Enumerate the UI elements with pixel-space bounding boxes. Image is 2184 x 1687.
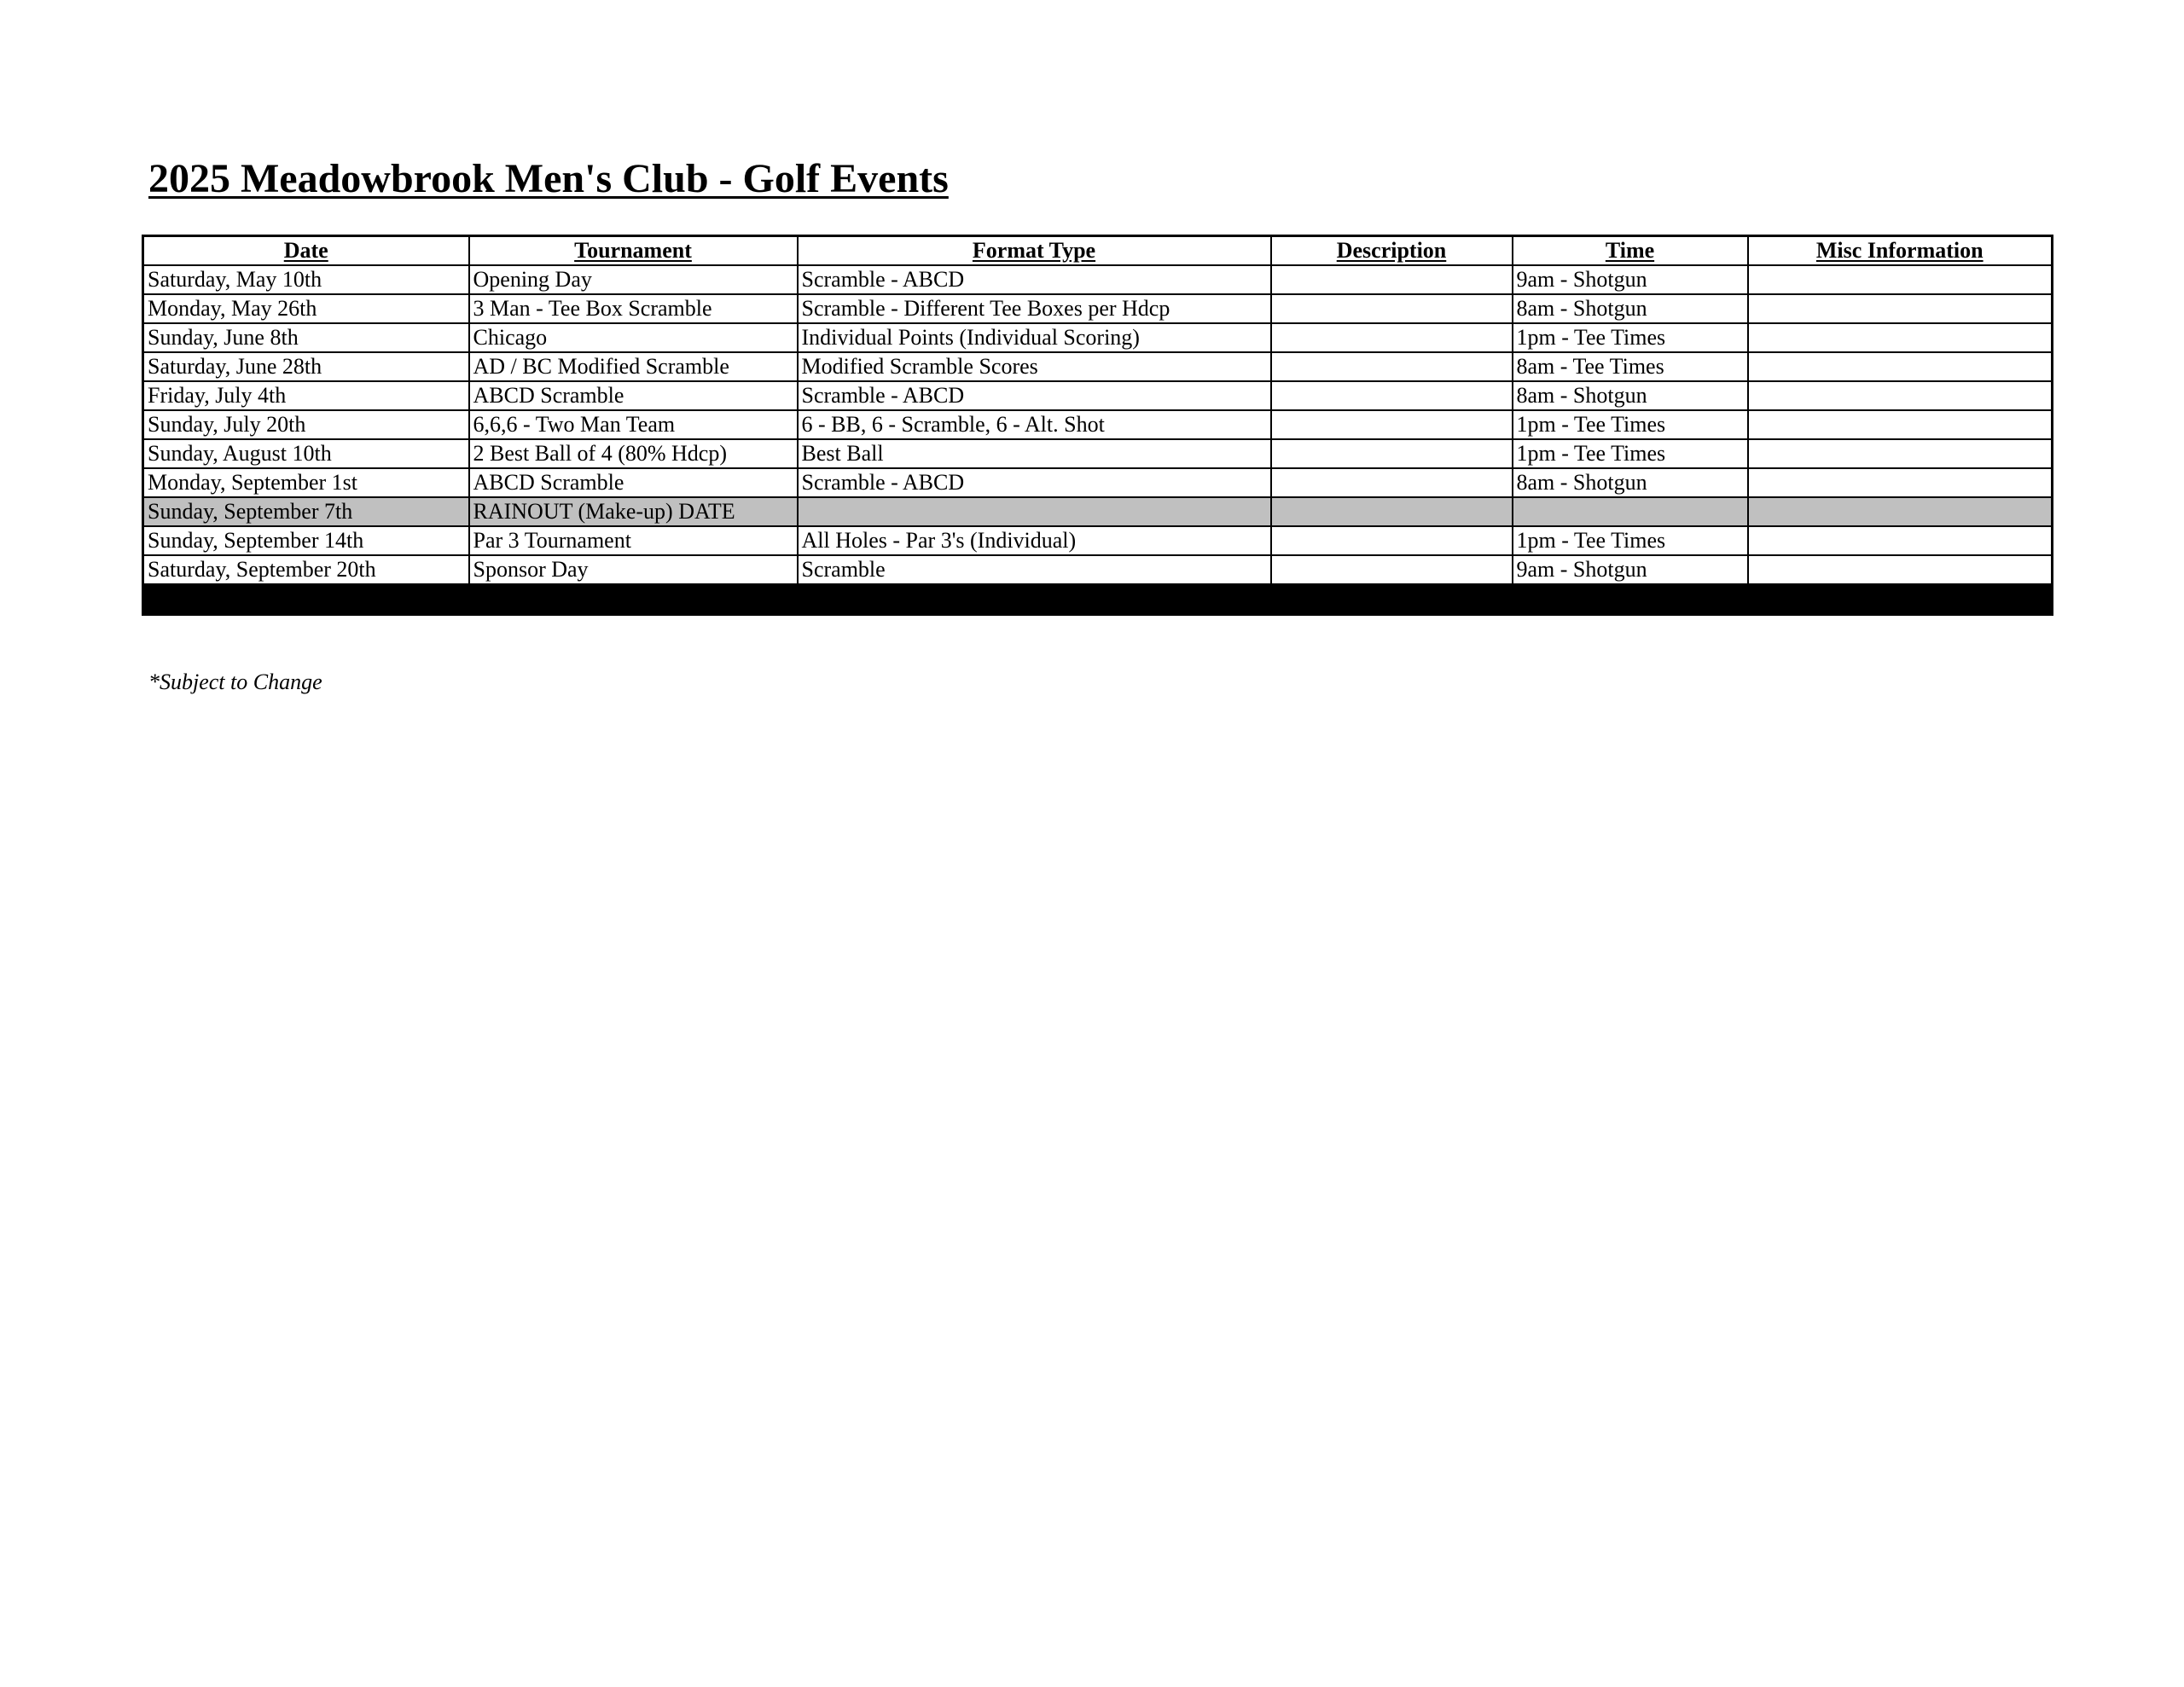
- cell-time: 1pm - Tee Times: [1513, 410, 1748, 439]
- cell-misc-information: [1748, 294, 2053, 323]
- cell-description: [1271, 352, 1513, 381]
- cell-tournament: AD / BC Modified Scramble: [469, 352, 798, 381]
- cell-tournament: RAINOUT (Make-up) DATE: [469, 497, 798, 526]
- cell-format-type: Best Ball: [798, 439, 1271, 468]
- cell-misc-information: [1748, 352, 2053, 381]
- header-description: Description: [1271, 236, 1513, 266]
- table-row: [143, 265, 2053, 294]
- cell-tournament: 6,6,6 - Two Man Team: [469, 410, 798, 439]
- cell-description: [1271, 265, 1513, 294]
- table-footer-bar: [143, 584, 2053, 615]
- cell-tournament: 2 Best Ball of 4 (80% Hdcp): [469, 439, 798, 468]
- cell-tournament: 3 Man - Tee Box Scramble: [469, 294, 798, 323]
- header-misc-information: Misc Information: [1748, 236, 2053, 266]
- cell-misc-information: [1748, 381, 2053, 410]
- table-row: [143, 294, 2053, 323]
- cell-tournament: Par 3 Tournament: [469, 526, 798, 555]
- cell-format-type: Scramble - ABCD: [798, 468, 1271, 497]
- table-row: [143, 381, 2053, 410]
- cell-time: 1pm - Tee Times: [1513, 526, 1748, 555]
- cell-date: Sunday, September 7th: [143, 497, 469, 526]
- cell-date: Saturday, June 28th: [143, 352, 469, 381]
- cell-misc-information: [1748, 265, 2053, 294]
- cell-misc-information: [1748, 526, 2053, 555]
- cell-tournament: Chicago: [469, 323, 798, 352]
- cell-misc-information: [1748, 555, 2053, 584]
- table-row: [143, 352, 2053, 381]
- cell-time: 1pm - Tee Times: [1513, 439, 1748, 468]
- cell-misc-information: [1748, 410, 2053, 439]
- cell-format-type: Scramble - ABCD: [798, 381, 1271, 410]
- footer-bar-cell: [143, 584, 2053, 615]
- table-header-row: [143, 236, 2053, 266]
- cell-time: 8am - Shotgun: [1513, 294, 1748, 323]
- cell-time: 9am - Shotgun: [1513, 555, 1748, 584]
- footnote: *Subject to Change: [148, 670, 322, 694]
- cell-tournament: ABCD Scramble: [469, 468, 798, 497]
- cell-date: Monday, May 26th: [143, 294, 469, 323]
- cell-time: 1pm - Tee Times: [1513, 323, 1748, 352]
- table-row: [143, 526, 2053, 555]
- cell-description: [1271, 381, 1513, 410]
- table-row: [143, 555, 2053, 584]
- header-time: Time: [1513, 236, 1748, 266]
- cell-description: [1271, 323, 1513, 352]
- cell-date: Saturday, September 20th: [143, 555, 469, 584]
- cell-date: Saturday, May 10th: [143, 265, 469, 294]
- cell-format-type: Scramble - Different Tee Boxes per Hdcp: [798, 294, 1271, 323]
- cell-date: Sunday, September 14th: [143, 526, 469, 555]
- cell-format-type: Modified Scramble Scores: [798, 352, 1271, 381]
- header-date: Date: [143, 236, 469, 266]
- cell-format-type: All Holes - Par 3's (Individual): [798, 526, 1271, 555]
- cell-format-type: 6 - BB, 6 - Scramble, 6 - Alt. Shot: [798, 410, 1271, 439]
- cell-time: [1513, 497, 1748, 526]
- cell-time: 8am - Shotgun: [1513, 468, 1748, 497]
- cell-tournament: Sponsor Day: [469, 555, 798, 584]
- header-tournament: Tournament: [469, 236, 798, 266]
- table-row: [143, 410, 2053, 439]
- cell-time: 8am - Tee Times: [1513, 352, 1748, 381]
- cell-description: [1271, 439, 1513, 468]
- cell-date: Sunday, August 10th: [143, 439, 469, 468]
- cell-description: [1271, 555, 1513, 584]
- cell-description: [1271, 410, 1513, 439]
- cell-misc-information: [1748, 323, 2053, 352]
- cell-misc-information: [1748, 468, 2053, 497]
- cell-tournament: ABCD Scramble: [469, 381, 798, 410]
- cell-description: [1271, 294, 1513, 323]
- cell-tournament: Opening Day: [469, 265, 798, 294]
- cell-misc-information: [1748, 439, 2053, 468]
- cell-format-type: Scramble - ABCD: [798, 265, 1271, 294]
- cell-date: Monday, September 1st: [143, 468, 469, 497]
- cell-format-type: [798, 497, 1271, 526]
- cell-time: 8am - Shotgun: [1513, 381, 1748, 410]
- cell-description: [1271, 526, 1513, 555]
- table-row: [143, 468, 2053, 497]
- cell-description: [1271, 468, 1513, 497]
- cell-date: Friday, July 4th: [143, 381, 469, 410]
- cell-description: [1271, 497, 1513, 526]
- cell-date: Sunday, July 20th: [143, 410, 469, 439]
- cell-format-type: Scramble: [798, 555, 1271, 584]
- cell-time: 9am - Shotgun: [1513, 265, 1748, 294]
- page-title: 2025 Meadowbrook Men's Club - Golf Events: [148, 156, 949, 201]
- table-row: [143, 439, 2053, 468]
- events-table: [142, 235, 2053, 616]
- table-row-rainout: [143, 497, 2053, 526]
- cell-misc-information: [1748, 497, 2053, 526]
- cell-date: Sunday, June 8th: [143, 323, 469, 352]
- table-row: [143, 323, 2053, 352]
- cell-format-type: Individual Points (Individual Scoring): [798, 323, 1271, 352]
- header-format-type: Format Type: [798, 236, 1271, 266]
